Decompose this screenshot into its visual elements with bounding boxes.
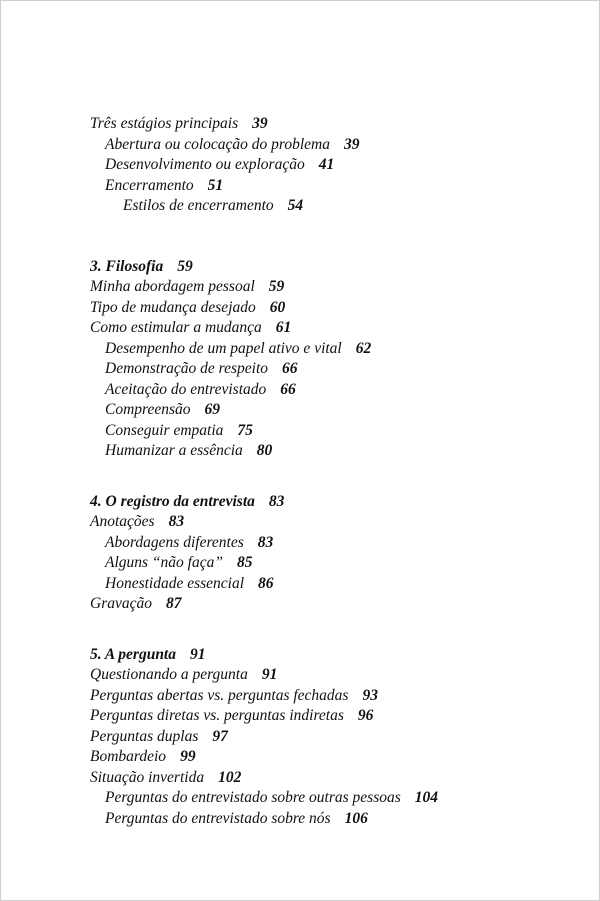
toc-entry-page: 83 <box>168 513 185 530</box>
toc-entry <box>90 421 580 442</box>
toc-entry-title: Abertura ou colocação do problema <box>105 135 330 153</box>
toc-entry <box>90 727 580 748</box>
toc-entry-title: Compreensão <box>105 401 191 418</box>
toc-entry-title: Questionando a pergunta <box>90 666 248 683</box>
toc-entry-title: Perguntas duplas <box>90 727 199 745</box>
toc-entry-title: Minha abordagem pessoal <box>90 278 255 295</box>
toc-entry <box>90 298 580 319</box>
toc-chapter-heading <box>90 492 580 513</box>
toc-entry-page: 66 <box>280 380 296 398</box>
toc-entry-title: Como estimular a mudança <box>90 319 262 336</box>
toc-entry-title: Honestidade essencial <box>105 574 245 592</box>
toc-entry-page: 106 <box>344 809 368 827</box>
toc-entry-page: 39 <box>344 135 360 153</box>
toc-section-continued <box>90 114 580 217</box>
toc-entry-page: 75 <box>237 421 253 439</box>
toc-entry-title: Demonstração de respeito <box>105 360 269 377</box>
toc-chapter-title: 5. A pergunta <box>90 645 176 663</box>
toc-entry <box>90 594 580 615</box>
toc-entry <box>90 788 580 809</box>
toc-entry-title: Perguntas abertas vs. perguntas fechadas <box>90 686 349 704</box>
toc-entry <box>90 339 580 360</box>
toc-entry <box>90 706 580 727</box>
toc-entry <box>90 533 580 554</box>
toc-chapter-title: 4. O registro da entrevista <box>90 492 255 510</box>
toc-entry-page: 62 <box>355 339 372 357</box>
toc-entry-page: 69 <box>204 401 221 418</box>
toc-entry-title: Alguns “não faça” <box>105 554 223 571</box>
toc-entry-page: 102 <box>218 768 242 786</box>
toc-entry <box>90 665 580 686</box>
toc-entry-title: Desenvolvimento ou exploração <box>105 156 305 173</box>
toc-entry-page: 93 <box>362 686 378 704</box>
toc-entry <box>90 400 580 421</box>
toc-entry-page: 91 <box>261 666 278 683</box>
toc-entry <box>90 359 580 380</box>
toc-entry <box>90 574 580 595</box>
toc-entry-page: 104 <box>414 789 439 806</box>
toc-entry-title: Encerramento <box>105 176 194 194</box>
toc-entry-title: Bombardeio <box>90 748 167 765</box>
toc-entry <box>90 809 580 830</box>
toc-entry-page: 54 <box>287 197 304 214</box>
toc-entry-title: Aceitação do entrevistado <box>105 380 267 398</box>
toc-entry-title: Anotações <box>90 513 155 530</box>
toc-entry-page: 87 <box>166 595 182 612</box>
toc-entry <box>90 553 580 574</box>
toc-entry <box>90 277 580 298</box>
toc-entry <box>90 155 580 176</box>
toc-entry-page: 66 <box>282 360 298 377</box>
toc-entry-page: 83 <box>268 492 285 510</box>
toc-entry-page: 80 <box>256 442 273 459</box>
toc-entry-page: 99 <box>180 748 196 765</box>
toc-entry <box>90 380 580 401</box>
toc-entry-title: Perguntas do entrevistado sobre outras pessoas <box>105 789 401 806</box>
toc-chapter-3 <box>90 257 580 462</box>
toc-entry <box>90 135 580 156</box>
toc-entry <box>90 747 580 768</box>
toc-entry-page: 61 <box>275 319 292 336</box>
toc-chapter-heading <box>90 257 580 278</box>
toc-entry <box>90 512 580 533</box>
toc-entry-title: Gravação <box>90 595 152 612</box>
toc-entry-title: Humanizar a essência <box>105 442 243 459</box>
toc-entry-page: 59 <box>177 257 193 275</box>
toc-entry-page: 86 <box>258 574 274 592</box>
toc-chapter-title: 3. Filosofia <box>90 257 164 275</box>
toc-chapter-4 <box>90 492 580 615</box>
toc-chapter-5 <box>90 645 580 830</box>
toc-entry-page: 97 <box>212 727 228 745</box>
toc-entry <box>90 176 580 197</box>
toc-entry-page: 60 <box>269 298 286 316</box>
toc-entry-page: 83 <box>257 533 274 551</box>
toc-entry <box>90 196 580 217</box>
toc-entry-page: 39 <box>252 115 268 132</box>
toc-entry-title: Perguntas do entrevistado sobre nós <box>105 809 331 827</box>
toc-entry-page: 59 <box>268 278 285 295</box>
toc-chapter-heading <box>90 645 580 666</box>
toc-entry-title: Conseguir empatia <box>105 421 224 439</box>
toc-entry-title: Desempenho de um papel ativo e vital <box>105 339 342 357</box>
toc-entry <box>90 318 580 339</box>
toc-entry-page: 41 <box>318 156 335 173</box>
toc-entry-title: Situação invertida <box>90 768 205 786</box>
table-of-contents <box>90 114 580 829</box>
toc-entry-title: Estilos de encerramento <box>123 197 274 214</box>
toc-entry <box>90 114 580 135</box>
toc-entry-page: 85 <box>236 554 253 571</box>
toc-entry-title: Abordagens diferentes <box>105 533 244 551</box>
toc-entry <box>90 768 580 789</box>
toc-entry-page: 91 <box>190 645 206 663</box>
toc-entry-page: 51 <box>207 176 224 194</box>
toc-entry <box>90 441 580 462</box>
toc-entry-title: Perguntas diretas vs. perguntas indiretas <box>90 707 344 724</box>
toc-entry <box>90 686 580 707</box>
toc-entry-title: Três estágios principais <box>90 115 239 132</box>
toc-entry-title: Tipo de mudança desejado <box>90 298 256 316</box>
toc-entry-page: 96 <box>357 707 374 724</box>
